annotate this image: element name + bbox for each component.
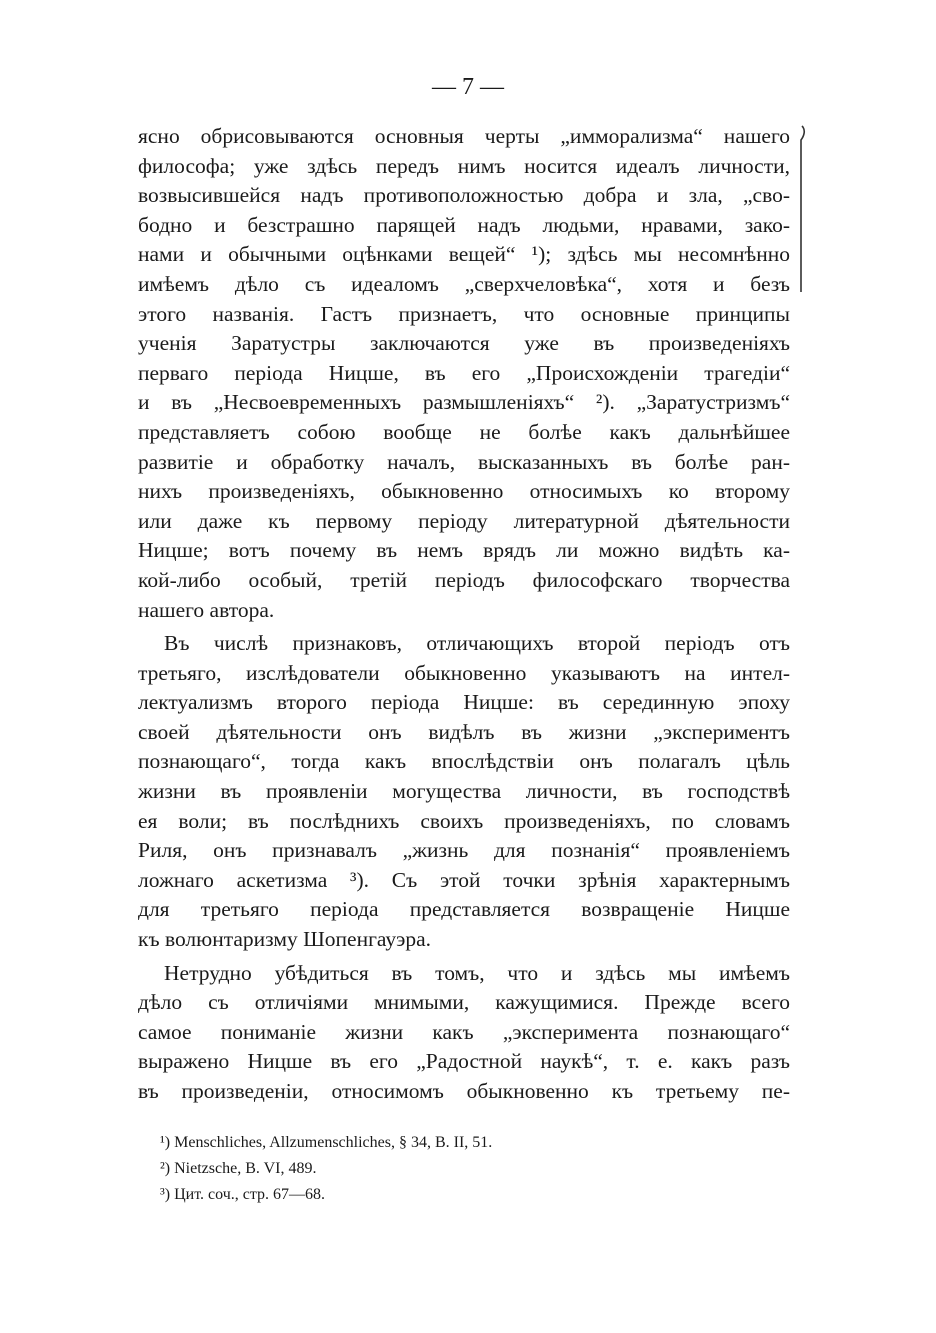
footnotes bbox=[160, 1130, 760, 1208]
text-line: жизни въ проявленіи могущества личности, въ господствѣ bbox=[138, 779, 790, 804]
footnote-3: ³) Цит. соч., стр. 67—68. bbox=[160, 1186, 326, 1203]
text-line: нашего автора. bbox=[138, 597, 275, 622]
paragraph-3 bbox=[138, 959, 790, 1107]
text-line: развитіе и обработку началъ, высказанныхъ въ болѣе ран- bbox=[138, 449, 790, 474]
text-line: ясно обрисовываются основныя черты „имморализма“ нашего bbox=[138, 124, 790, 148]
text-line: ея воли; въ послѣднихъ своихъ произведеніяхъ, по словамъ bbox=[138, 808, 790, 833]
text-line: ложнаго аскетизма ³). Съ этой точки зрѣнія характернымъ bbox=[138, 867, 790, 892]
text-line: возвысившейся надъ противоположностью добра и зла, „сво- bbox=[138, 183, 790, 208]
text-line: ученія Заратустры заключаются уже въ произведеніяхъ bbox=[138, 331, 790, 356]
body-text bbox=[138, 122, 790, 1107]
footnote-2: ²) Nietzsche, B. VI, 489. bbox=[160, 1160, 317, 1177]
footnote-1: ¹) Menschliches, Allzumenschliches, § 34, B. II, 51. bbox=[160, 1134, 493, 1151]
text-line: нами и обычными оцѣнками вещей“ ¹); здѣсь мы несомнѣнно bbox=[138, 242, 790, 267]
text-line: познающаго“, тогда какъ впослѣдствіи онъ полагалъ цѣль bbox=[138, 749, 790, 774]
text-line: къ волюнтаризму Шопенгауэра. bbox=[138, 927, 431, 952]
text-line: представляетъ собою вообще не болѣе какъ дальнѣйшее bbox=[138, 419, 790, 444]
text-line: дѣло съ отличіями мнимыми, кажущимися. Прежде всего bbox=[138, 990, 790, 1015]
text-line: бодно и безстрашно парящей надъ людьми, нравами, зако- bbox=[138, 212, 790, 237]
text-line: философа; уже здѣсь передъ нимъ носится идеалъ личности, bbox=[138, 153, 790, 178]
text-line: лектуализмъ второго періода Ницше: въ серединную эпоху bbox=[138, 690, 790, 715]
paragraph-1 bbox=[138, 122, 790, 625]
text-line: Въ числѣ признаковъ, отличающихъ второй періодъ отъ bbox=[164, 631, 790, 656]
text-line: Нетрудно убѣдиться въ томъ, что и здѣсь мы имѣемъ bbox=[164, 960, 790, 985]
text-line: третьяго, изслѣдователи обыкновенно указываютъ на интел- bbox=[138, 660, 790, 685]
text-line: или даже къ первому періоду литературной дѣятельности bbox=[138, 508, 790, 533]
text-line: нихъ произведеніяхъ, обыкновенно относимыхъ ко второму bbox=[138, 479, 790, 504]
margin-bracket-mark bbox=[796, 124, 810, 296]
text-line: въ произведеніи, относимомъ обыкновенно къ третьему пе- bbox=[138, 1079, 790, 1103]
text-line: своей дѣятельности онъ видѣлъ въ жизни „экспериментъ bbox=[138, 719, 790, 744]
text-line: выражено Ницше въ его „Радостной наукѣ“, т. е. какъ разъ bbox=[138, 1049, 790, 1074]
text-line: Ницше; вотъ почему въ немъ врядъ ли можно видѣть ка- bbox=[138, 538, 790, 563]
text-line: и въ „Несвоевременныхъ размышленіяхъ“ ²). „Заратустризмъ“ bbox=[138, 390, 790, 415]
text-line: самое пониманіе жизни какъ „эксперимента познающаго“ bbox=[138, 1019, 790, 1044]
page-number: — 7 — bbox=[432, 74, 504, 100]
text-line: для третьяго періода представляется возвращеніе Ницше bbox=[138, 897, 790, 922]
text-line: перваго періода Ницше, въ его „Происхожденіи трагедіи“ bbox=[138, 360, 790, 385]
text-line: кой-либо особый, третій періодъ философскаго творчества bbox=[138, 567, 790, 592]
text-line: этого названія. Гастъ признаетъ, что основные принципы bbox=[138, 301, 790, 326]
text-line: Риля, онъ признавалъ „жизнь для познанія“ проявленіемъ bbox=[138, 838, 790, 863]
paragraph-2 bbox=[138, 629, 790, 955]
text-line: имѣемъ дѣло съ идеаломъ „сверхчеловѣка“, хотя и безъ bbox=[138, 271, 790, 296]
